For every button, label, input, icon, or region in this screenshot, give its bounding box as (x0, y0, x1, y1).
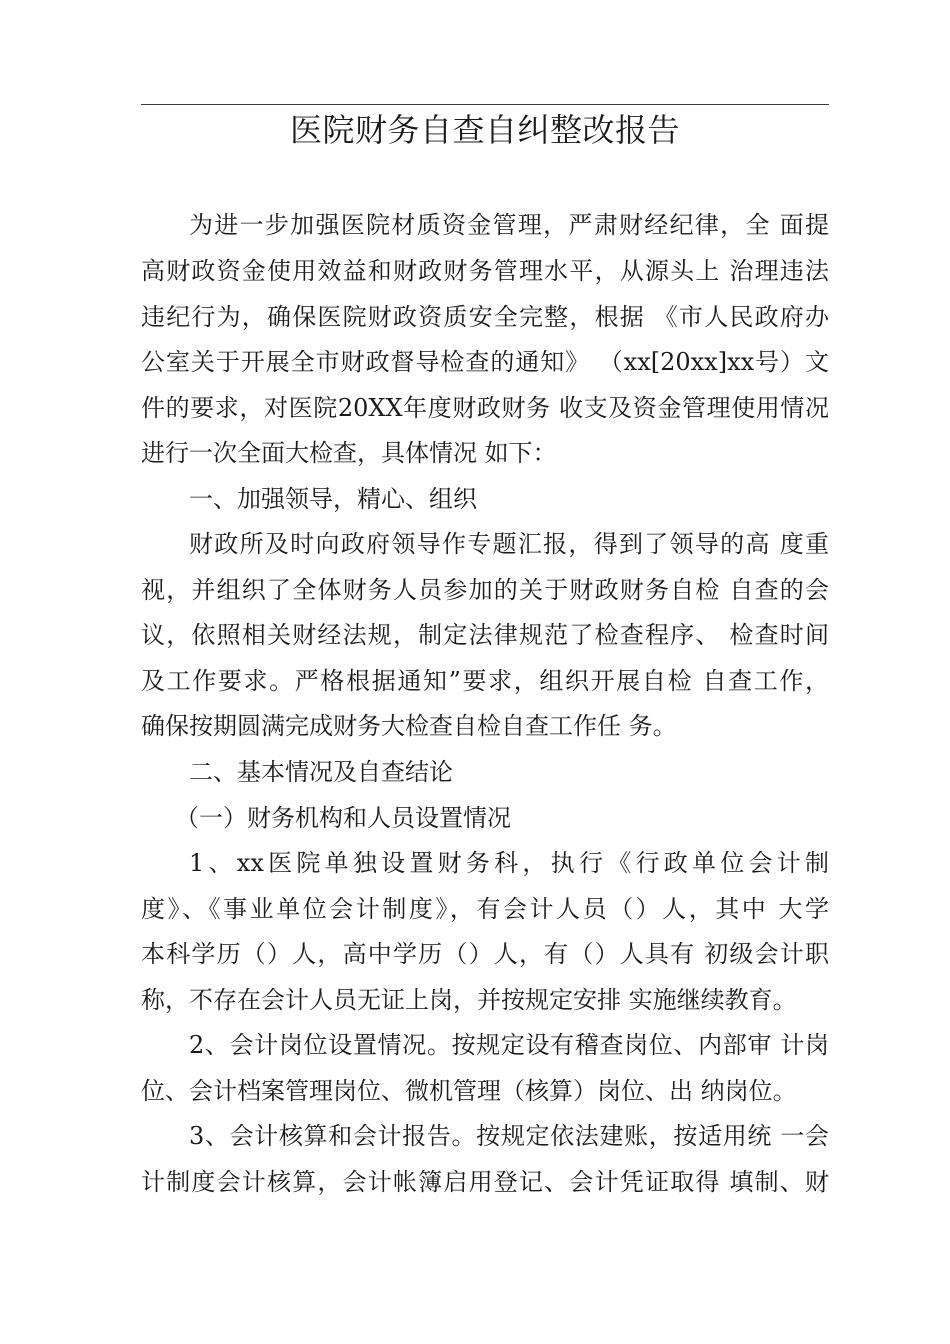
section-heading-1: 一、加强领导，精心、组织 (189, 485, 477, 513)
paragraph-2-line-5: 确保按期圆满完成财务大检查自检自查工作任 务。 (141, 712, 677, 740)
document-title: 医院财务自查自纠整改报告 (289, 111, 680, 149)
subsection-heading-1: （一）财务机构和人员设置情况 (175, 804, 511, 832)
paragraph-1-line-2: 高财政资金使用效益和财政财务管理水平，从源头上 治理违法 (141, 257, 829, 285)
item-1-line-4: 称，不存在会计人员无证上岗，并按规定安排 实施继续教育。 (141, 986, 797, 1014)
header-rule (141, 104, 829, 105)
paragraph-1-line-6: 进行一次全面大检查，具体情况 如下： (141, 439, 557, 467)
paragraph-1-line-5: 件的要求，对医院20XX年度财政财务 收支及资金管理使用情况 (141, 394, 829, 422)
item-1-line-1: 1、xx医院单独设置财务科，执行《行政单位会计制 (189, 849, 829, 877)
item-2-line-2: 位、会计档案管理岗位、微机管理（核算）岗位、出 纳岗位。 (141, 1077, 797, 1105)
paragraph-1-line-3: 违纪行为，确保医院财政资质安全完整，根据 《市人民政府办 (141, 303, 829, 331)
item-3-line-2: 计制度会计核算，会计帐簿启用登记、会计凭证取得 填制、财 (141, 1168, 829, 1196)
paragraph-2-line-4: 及工作要求。严格根据通知”要求，组织开展自检 自查工作， (141, 667, 829, 695)
paragraph-2-line-3: 议，依照相关财经法规，制定法律规范了检查程序、 检查时间 (141, 621, 829, 649)
paragraph-2-line-2: 视，并组织了全体财务人员参加的关于财政财务自检 自查的会 (141, 576, 829, 604)
item-2-line-1: 2、会计岗位设置情况。按规定设有稽查岗位、内部审 计岗 (189, 1031, 829, 1059)
paragraph-1-line-1: 为进一步加强医院材质资金管理，严肃财经纪律，全 面提 (189, 211, 829, 239)
item-1-line-2: 度》、《事业单位会计制度》，有会计人员（）人，其中 大学 (141, 895, 829, 923)
paragraph-2-line-1: 财政所及时向政府领导作专题汇报，得到了领导的高 度重 (189, 530, 829, 558)
section-heading-2: 二、基本情况及自查结论 (189, 758, 453, 786)
item-1-line-3: 本科学历（）人，高中学历（）人，有（）人具有 初级会计职 (141, 940, 829, 968)
paragraph-1-line-4: 公室关于开展全市财政督导检查的通知》 （xx[20xx]xx号）文 (141, 348, 829, 376)
item-3-line-1: 3、会计核算和会计报告。按规定依法建账，按适用统 一会 (189, 1122, 829, 1150)
